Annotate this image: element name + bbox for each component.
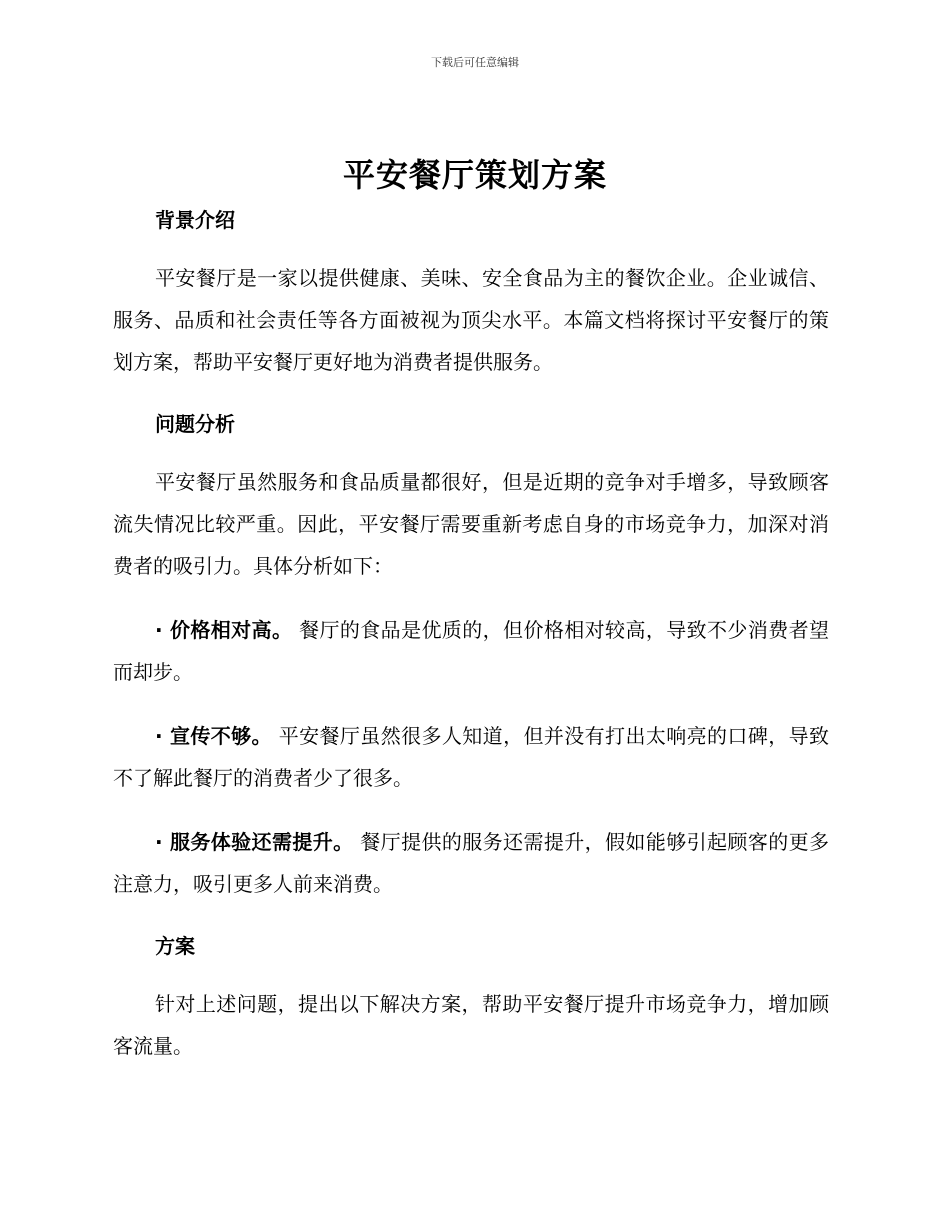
paragraph-plan: 针对上述问题，提出以下解决方案，帮助平安餐厅提升市场竞争力，增加顾客流量。	[113, 992, 829, 1058]
document-body	[113, 205, 829, 1067]
bullet-lead: · 价格相对高。	[155, 618, 293, 642]
section-heading-background: 背景介绍	[155, 208, 235, 232]
bullet-lead: · 宣传不够。	[155, 724, 272, 748]
bullet-text: 平安餐厅虽然很多人知道，但并没有打出太响亮的口碑，导致不了解此餐厅的消费者少了很多。	[113, 724, 830, 790]
section-heading-plan: 方案	[155, 934, 195, 958]
bullet-lead: · 服务体验还需提升。	[155, 830, 354, 854]
paragraph-analysis: 平安餐厅虽然服务和食品质量都很好，但是近期的竞争对手增多，导致顾客流失情况比较严重。因此，平安餐厅需要重新考虑自身的市场竞争力，加深对消费者的吸引力。具体分析如下：	[113, 470, 829, 578]
header-note: 下载后可任意编辑	[431, 56, 519, 69]
bullet-item	[113, 609, 829, 693]
section-heading-analysis: 问题分析	[155, 412, 235, 436]
bullet-item	[113, 715, 829, 799]
bullet-text: 餐厅提供的服务还需提升，假如能够引起顾客的更多注意力，吸引更多人前来消费。	[113, 830, 830, 896]
bullet-item	[113, 821, 829, 905]
bullet-text: 餐厅的食品是优质的，但价格相对较高，导致不少消费者望而却步。	[113, 618, 830, 684]
document-title: 平安餐厅策划方案	[342, 156, 607, 194]
paragraph-background: 平安餐厅是一家以提供健康、美味、安全食品为主的餐饮企业。企业诚信、服务、品质和社会责任等各方面被视为顶尖水平。本篇文档将探讨平安餐厅的策划方案，帮助平安餐厅更好地为消费者提供服务。	[113, 266, 829, 374]
